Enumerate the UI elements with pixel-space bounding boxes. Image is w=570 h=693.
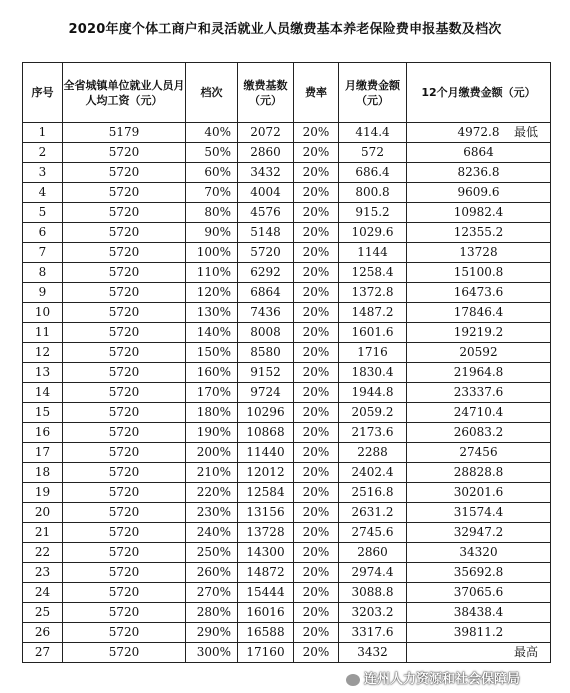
cell-grade: 130% <box>186 303 238 323</box>
cell-annual <box>407 343 551 363</box>
cell-rate: 20% <box>294 643 339 663</box>
table-row <box>23 263 551 283</box>
table-row <box>23 603 551 623</box>
cell-rate: 20% <box>294 563 339 583</box>
header-rate: 费率 <box>294 63 339 123</box>
cell-rate: 20% <box>294 583 339 603</box>
cell-avg-wage: 5720 <box>63 303 186 323</box>
annual-value: 10982.4 <box>453 205 504 219</box>
cell-grade: 300% <box>186 643 238 663</box>
table-row <box>23 183 551 203</box>
cell-rate: 20% <box>294 503 339 523</box>
cell-index: 2 <box>23 143 63 163</box>
cell-index: 3 <box>23 163 63 183</box>
cell-monthly: 3432 <box>339 643 407 663</box>
cell-monthly: 1830.4 <box>339 363 407 383</box>
cell-rate: 20% <box>294 423 339 443</box>
cell-base: 12584 <box>238 483 294 503</box>
cell-annual <box>407 243 551 263</box>
cell-index: 22 <box>23 543 63 563</box>
cell-index: 7 <box>23 243 63 263</box>
annual-value: 17846.4 <box>453 305 504 319</box>
cell-annual <box>407 623 551 643</box>
annual-value: 4972.8 <box>457 125 500 139</box>
cell-base: 10296 <box>238 403 294 423</box>
annual-value: 30201.6 <box>453 485 504 499</box>
cell-avg-wage: 5179 <box>63 123 186 143</box>
cell-monthly: 572 <box>339 143 407 163</box>
cell-index: 13 <box>23 363 63 383</box>
wechat-icon <box>346 674 360 686</box>
cell-monthly: 3088.8 <box>339 583 407 603</box>
cell-monthly: 2288 <box>339 443 407 463</box>
cell-annual <box>407 543 551 563</box>
cell-index: 19 <box>23 483 63 503</box>
annual-value: 21964.8 <box>453 365 504 379</box>
cell-base: 10868 <box>238 423 294 443</box>
cell-grade: 100% <box>186 243 238 263</box>
cell-annual <box>407 123 551 143</box>
annual-value: 6864 <box>463 145 494 159</box>
cell-grade: 280% <box>186 603 238 623</box>
annual-value: 13728 <box>459 245 498 259</box>
cell-avg-wage: 5720 <box>63 443 186 463</box>
cell-monthly: 1372.8 <box>339 283 407 303</box>
cell-grade: 160% <box>186 363 238 383</box>
table-row <box>23 423 551 443</box>
table-row <box>23 383 551 403</box>
cell-monthly: 1487.2 <box>339 303 407 323</box>
cell-index: 9 <box>23 283 63 303</box>
cell-rate: 20% <box>294 303 339 323</box>
cell-monthly: 2059.2 <box>339 403 407 423</box>
table-row <box>23 623 551 643</box>
cell-grade: 210% <box>186 463 238 483</box>
cell-grade: 120% <box>186 283 238 303</box>
cell-rate: 20% <box>294 603 339 623</box>
cell-monthly: 2631.2 <box>339 503 407 523</box>
table-row <box>23 363 551 383</box>
cell-monthly: 2745.6 <box>339 523 407 543</box>
annual-value: 8236.8 <box>457 165 500 179</box>
header-grade: 档次 <box>186 63 238 123</box>
cell-avg-wage: 5720 <box>63 363 186 383</box>
header-monthly: 月缴费金额（元） <box>339 63 407 123</box>
cell-rate: 20% <box>294 243 339 263</box>
cell-monthly: 2516.8 <box>339 483 407 503</box>
annual-value: 20592 <box>459 345 498 359</box>
annual-value: 37065.6 <box>453 585 504 599</box>
cell-index: 20 <box>23 503 63 523</box>
cell-index: 10 <box>23 303 63 323</box>
cell-index: 27 <box>23 643 63 663</box>
cell-rate: 20% <box>294 623 339 643</box>
annual-value: 15100.8 <box>453 265 504 279</box>
table-row <box>23 503 551 523</box>
cell-annual <box>407 563 551 583</box>
cell-rate: 20% <box>294 223 339 243</box>
cell-grade: 240% <box>186 523 238 543</box>
table-row <box>23 543 551 563</box>
document-title: 2020年度个体工商户和灵活就业人员缴费基本养老保险费申报基数及档次 <box>68 22 502 37</box>
cell-base: 6292 <box>238 263 294 283</box>
cell-annual <box>407 163 551 183</box>
table-header-row <box>23 63 551 123</box>
annual-value: 27456 <box>459 445 498 459</box>
annual-value: 28828.8 <box>453 465 504 479</box>
cell-rate: 20% <box>294 523 339 543</box>
watermark-text: 连州人力资源和社会保障局 <box>364 672 521 687</box>
cell-grade: 50% <box>186 143 238 163</box>
annual-value: 19219.2 <box>453 325 504 339</box>
cell-index: 12 <box>23 343 63 363</box>
cell-annual <box>407 283 551 303</box>
cell-annual <box>407 203 551 223</box>
cell-index: 1 <box>23 123 63 143</box>
cell-annual <box>407 503 551 523</box>
grade-note: 最高 <box>513 645 538 659</box>
cell-avg-wage: 5720 <box>63 203 186 223</box>
cell-avg-wage: 5720 <box>63 243 186 263</box>
cell-avg-wage: 5720 <box>63 543 186 563</box>
annual-value: 23337.6 <box>453 385 504 399</box>
cell-rate: 20% <box>294 123 339 143</box>
table-row <box>23 163 551 183</box>
cell-base: 8580 <box>238 343 294 363</box>
cell-rate: 20% <box>294 403 339 423</box>
cell-annual <box>407 583 551 603</box>
cell-grade: 290% <box>186 623 238 643</box>
cell-base: 3432 <box>238 163 294 183</box>
cell-avg-wage: 5720 <box>63 603 186 623</box>
cell-index: 8 <box>23 263 63 283</box>
cell-annual <box>407 303 551 323</box>
cell-monthly: 1601.6 <box>339 323 407 343</box>
cell-monthly: 1716 <box>339 343 407 363</box>
cell-base: 13728 <box>238 523 294 543</box>
header-annual: 12个月缴费金额（元） <box>407 63 551 123</box>
cell-rate: 20% <box>294 143 339 163</box>
table-row <box>23 283 551 303</box>
cell-avg-wage: 5720 <box>63 383 186 403</box>
cell-index: 25 <box>23 603 63 623</box>
annual-value: 38438.4 <box>453 605 504 619</box>
table-row <box>23 443 551 463</box>
cell-annual <box>407 483 551 503</box>
cell-grade: 70% <box>186 183 238 203</box>
cell-annual <box>407 323 551 343</box>
cell-rate: 20% <box>294 363 339 383</box>
cell-monthly: 3317.6 <box>339 623 407 643</box>
table-row <box>23 643 551 663</box>
annual-value: 9609.6 <box>457 185 500 199</box>
cell-base: 2072 <box>238 123 294 143</box>
cell-avg-wage: 5720 <box>63 143 186 163</box>
annual-value: 32947.2 <box>453 525 504 539</box>
cell-index: 16 <box>23 423 63 443</box>
cell-base: 14872 <box>238 563 294 583</box>
cell-annual <box>407 143 551 163</box>
cell-avg-wage: 5720 <box>63 403 186 423</box>
cell-base: 17160 <box>238 643 294 663</box>
cell-rate: 20% <box>294 183 339 203</box>
cell-base: 15444 <box>238 583 294 603</box>
cell-index: 21 <box>23 523 63 543</box>
cell-base: 6864 <box>238 283 294 303</box>
cell-grade: 140% <box>186 323 238 343</box>
cell-avg-wage: 5720 <box>63 223 186 243</box>
cell-grade: 80% <box>186 203 238 223</box>
cell-annual <box>407 443 551 463</box>
cell-annual <box>407 263 551 283</box>
cell-avg-wage: 5720 <box>63 523 186 543</box>
cell-monthly: 686.4 <box>339 163 407 183</box>
cell-index: 17 <box>23 443 63 463</box>
cell-avg-wage: 5720 <box>63 463 186 483</box>
cell-rate: 20% <box>294 263 339 283</box>
table-row <box>23 303 551 323</box>
cell-grade: 260% <box>186 563 238 583</box>
cell-monthly: 2402.4 <box>339 463 407 483</box>
cell-rate: 20% <box>294 323 339 343</box>
cell-grade: 200% <box>186 443 238 463</box>
cell-annual <box>407 423 551 443</box>
cell-monthly: 1029.6 <box>339 223 407 243</box>
cell-avg-wage: 5720 <box>63 183 186 203</box>
cell-grade: 40% <box>186 123 238 143</box>
header-avg-wage: 全省城镇单位就业人员月人均工资（元） <box>63 63 186 123</box>
cell-monthly: 800.8 <box>339 183 407 203</box>
cell-base: 7436 <box>238 303 294 323</box>
watermark <box>346 668 520 687</box>
cell-monthly: 414.4 <box>339 123 407 143</box>
cell-avg-wage: 5720 <box>63 343 186 363</box>
cell-base: 9152 <box>238 363 294 383</box>
cell-grade: 220% <box>186 483 238 503</box>
cell-annual <box>407 403 551 423</box>
table-row <box>23 483 551 503</box>
cell-grade: 270% <box>186 583 238 603</box>
cell-annual <box>407 383 551 403</box>
cell-avg-wage: 5720 <box>63 503 186 523</box>
cell-index: 11 <box>23 323 63 343</box>
table-row <box>23 243 551 263</box>
annual-value: 16473.6 <box>453 285 504 299</box>
cell-annual <box>407 183 551 203</box>
table-row <box>23 563 551 583</box>
cell-avg-wage: 5720 <box>63 163 186 183</box>
cell-index: 4 <box>23 183 63 203</box>
table-row <box>23 203 551 223</box>
cell-rate: 20% <box>294 163 339 183</box>
contribution-table <box>22 62 551 663</box>
cell-base: 5148 <box>238 223 294 243</box>
cell-grade: 250% <box>186 543 238 563</box>
cell-rate: 20% <box>294 543 339 563</box>
cell-index: 18 <box>23 463 63 483</box>
cell-avg-wage: 5720 <box>63 283 186 303</box>
annual-value: 34320 <box>459 545 498 559</box>
cell-index: 26 <box>23 623 63 643</box>
table-row <box>23 123 551 143</box>
cell-annual <box>407 463 551 483</box>
cell-avg-wage: 5720 <box>63 643 186 663</box>
cell-base: 16588 <box>238 623 294 643</box>
annual-value: 26083.2 <box>453 425 504 439</box>
cell-monthly: 1144 <box>339 243 407 263</box>
cell-annual <box>407 643 551 663</box>
cell-grade: 60% <box>186 163 238 183</box>
cell-base: 5720 <box>238 243 294 263</box>
cell-grade: 90% <box>186 223 238 243</box>
annual-value: 31574.4 <box>453 505 504 519</box>
cell-grade: 190% <box>186 423 238 443</box>
table-row <box>23 143 551 163</box>
cell-index: 6 <box>23 223 63 243</box>
cell-annual <box>407 523 551 543</box>
table-row <box>23 323 551 343</box>
table-row <box>23 343 551 363</box>
table-row <box>23 223 551 243</box>
cell-base: 14300 <box>238 543 294 563</box>
cell-avg-wage: 5720 <box>63 483 186 503</box>
cell-avg-wage: 5720 <box>63 323 186 343</box>
cell-rate: 20% <box>294 383 339 403</box>
cell-base: 8008 <box>238 323 294 343</box>
cell-base: 2860 <box>238 143 294 163</box>
cell-grade: 170% <box>186 383 238 403</box>
cell-grade: 180% <box>186 403 238 423</box>
cell-annual <box>407 223 551 243</box>
annual-value: 35692.8 <box>453 565 504 579</box>
header-index: 序号 <box>23 63 63 123</box>
cell-base: 16016 <box>238 603 294 623</box>
annual-value: 12355.2 <box>453 225 504 239</box>
cell-index: 24 <box>23 583 63 603</box>
cell-rate: 20% <box>294 343 339 363</box>
cell-base: 13156 <box>238 503 294 523</box>
cell-base: 9724 <box>238 383 294 403</box>
cell-monthly: 2173.6 <box>339 423 407 443</box>
cell-avg-wage: 5720 <box>63 563 186 583</box>
cell-grade: 150% <box>186 343 238 363</box>
cell-rate: 20% <box>294 283 339 303</box>
cell-avg-wage: 5720 <box>63 583 186 603</box>
table-row <box>23 403 551 423</box>
annual-value: 24710.4 <box>453 405 504 419</box>
cell-avg-wage: 5720 <box>63 263 186 283</box>
cell-index: 15 <box>23 403 63 423</box>
cell-monthly: 2860 <box>339 543 407 563</box>
cell-rate: 20% <box>294 463 339 483</box>
cell-avg-wage: 5720 <box>63 623 186 643</box>
table-row <box>23 583 551 603</box>
cell-grade: 110% <box>186 263 238 283</box>
table-row <box>23 523 551 543</box>
cell-annual <box>407 603 551 623</box>
cell-index: 14 <box>23 383 63 403</box>
cell-base: 12012 <box>238 463 294 483</box>
table-body <box>23 123 551 663</box>
cell-grade: 230% <box>186 503 238 523</box>
cell-base: 4576 <box>238 203 294 223</box>
cell-base: 11440 <box>238 443 294 463</box>
cell-rate: 20% <box>294 443 339 463</box>
cell-monthly: 1944.8 <box>339 383 407 403</box>
cell-annual <box>407 363 551 383</box>
annual-value: 39811.2 <box>453 625 504 639</box>
header-base: 缴费基数（元） <box>238 63 294 123</box>
cell-rate: 20% <box>294 203 339 223</box>
cell-monthly: 3203.2 <box>339 603 407 623</box>
cell-rate: 20% <box>294 483 339 503</box>
table-row <box>23 463 551 483</box>
cell-monthly: 915.2 <box>339 203 407 223</box>
grade-note: 最低 <box>513 125 538 139</box>
cell-monthly: 2974.4 <box>339 563 407 583</box>
cell-index: 5 <box>23 203 63 223</box>
cell-avg-wage: 5720 <box>63 423 186 443</box>
cell-base: 4004 <box>238 183 294 203</box>
cell-monthly: 1258.4 <box>339 263 407 283</box>
cell-index: 23 <box>23 563 63 583</box>
